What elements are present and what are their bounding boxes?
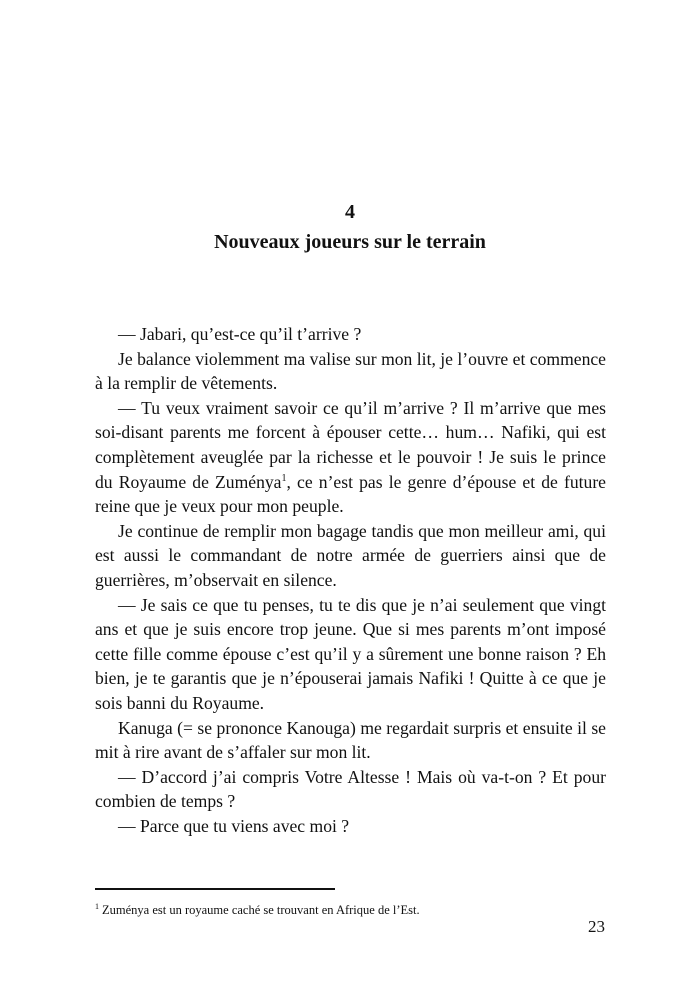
footnote-divider — [95, 888, 335, 890]
chapter-title: Nouveaux joueurs sur le terrain — [214, 231, 486, 253]
paragraph — [95, 396, 606, 519]
paragraph: — D’accord j’ai compris Votre Altesse ! Mais où va-t-on ? Et pour combien de temps ? — [95, 766, 606, 812]
paragraph: Je continue de remplir mon bagage tandis que mon meilleur ami, qui est aussi le commandant de notre armée de guerriers ainsi que de guerrières, m’observait en silence. — [95, 520, 606, 590]
footnote-text: Zuménya est un royaume caché se trouvant en Afrique de l’Est. — [102, 903, 420, 917]
footnote-marker: 1 — [95, 901, 99, 911]
paragraph: Kanuga (= se prononce Kanouga) me regardait surpris et ensuite il se mit à rire avant de s’affaler sur mon lit. — [95, 717, 606, 763]
paragraph: Je balance violemment ma valise sur mon lit, je l’ouvre et commence à la remplir de vêtements. — [95, 348, 606, 394]
footnote — [95, 902, 606, 918]
paragraph: — Parce que tu viens avec moi ? — [118, 815, 350, 836]
paragraph: — Jabari, qu’est-ce qu’il t’arrive ? — [118, 324, 362, 344]
chapter-number: 4 — [345, 201, 355, 223]
paragraph: — Je sais ce que tu penses, tu te dis que je n’ai seulement que vingt ans et que je suis encore trop jeune. Que si mes parents m’ont imposé cette fille comme épouse c’est qu’il y a sûrement une bonne raison ? Eh bien, je te garantis que je n’épouserai jamais Nafiki ! Quitte à ce que je sois banni du Royaume. — [95, 594, 606, 713]
paragraph-text-continued: , ce n’est pas le genre d’épouse et de future reine que je veux pour mon peuple. — [95, 471, 606, 517]
paragraph-text: — Tu veux vraiment savoir ce qu’il m’arrive ? Il m’arrive que mes soi-disant parents me forcent à épouser cette… hum… Nafiki, qui est complètement aveuglée par la richesse et le pouvoir ! Je suis le prince du Royaume de Zuménya — [95, 397, 606, 492]
page-number: 23 — [588, 917, 605, 936]
body-text — [95, 322, 606, 838]
footnote-reference: 1 — [281, 472, 287, 484]
